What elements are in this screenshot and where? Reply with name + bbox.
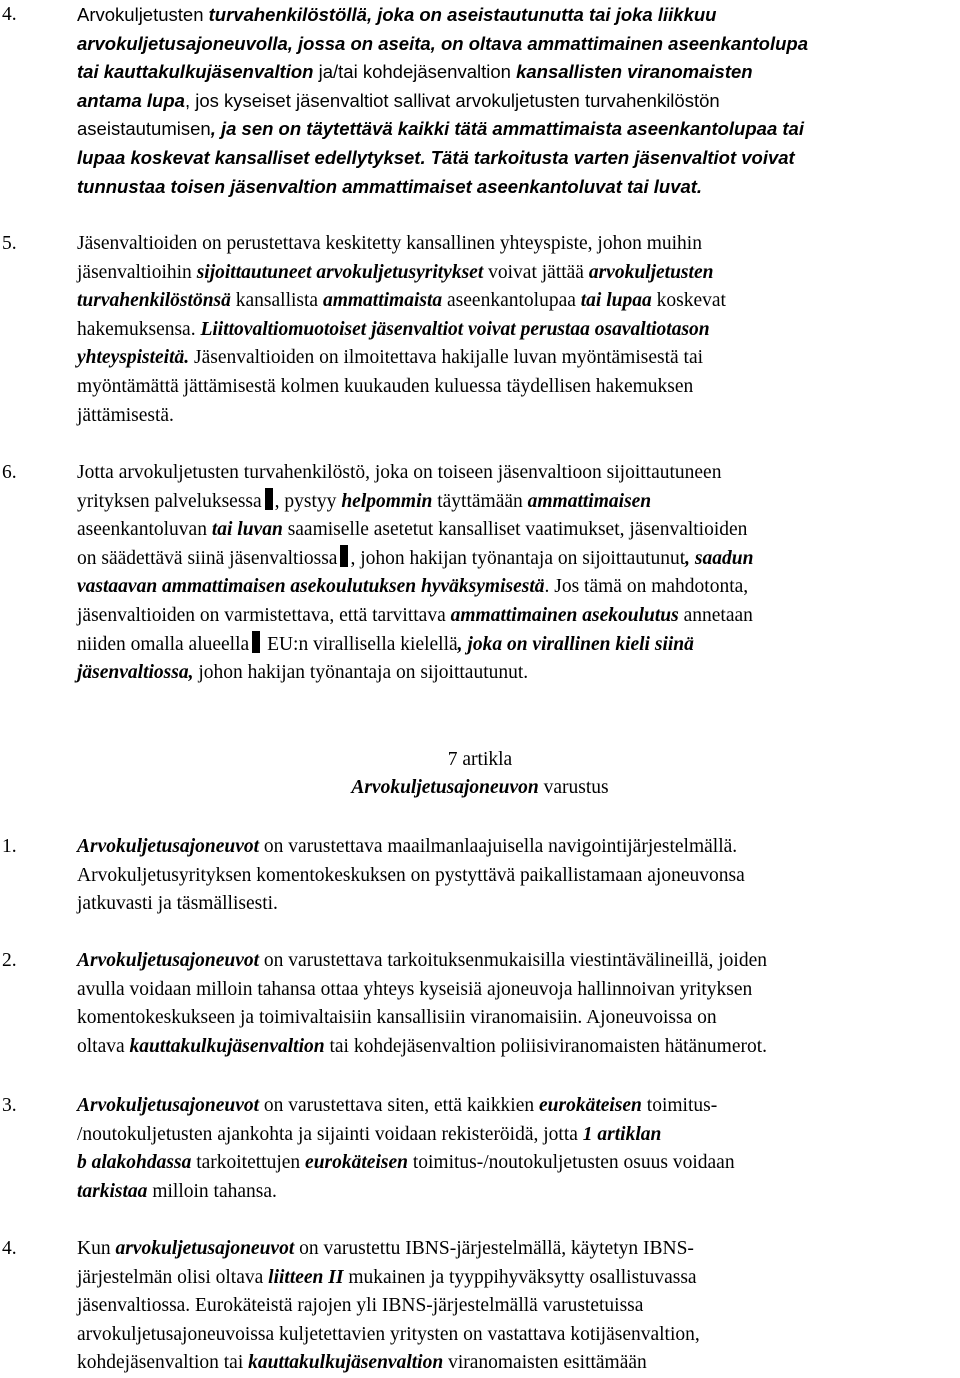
article-number: 7 artikla <box>447 749 513 770</box>
text-run: aseenkantolupaa <box>442 290 581 312</box>
text-line <box>77 1092 957 1121</box>
text-line <box>77 230 957 259</box>
text-run: EU:n virallisella kielellä <box>262 633 458 655</box>
text-run: on säädettävä siinä jäsenvaltiossa <box>77 547 338 569</box>
text-line <box>77 402 957 431</box>
text-run: järjestelmän olisi oltava <box>77 1266 269 1288</box>
emphasis-text: arvokuljetusten <box>588 261 714 283</box>
emphasis-text: liitteen II <box>268 1266 344 1288</box>
text-run: yrityksen palveluksessa <box>77 490 262 512</box>
article-title <box>0 774 960 803</box>
text-line <box>77 516 957 545</box>
paragraph-number: 5. <box>2 233 17 254</box>
emphasis-text: tarkistaa <box>77 1180 148 1202</box>
text-line <box>77 316 957 345</box>
text-run: Kun <box>77 1238 116 1259</box>
text-run: saamiselle asetetut kansalliset vaatimukset, jäsenvaltioiden <box>282 519 748 541</box>
text-run: , pystyy <box>274 490 342 512</box>
text-line <box>77 1321 957 1350</box>
paragraph-number: 2. <box>2 950 17 971</box>
emphasis-text: Arvokuljetusajoneuvot <box>77 950 260 971</box>
paragraph-text <box>77 947 957 1061</box>
text-line <box>77 833 957 862</box>
text-line <box>77 947 957 976</box>
emphasis-text: kauttakulkujäsenvaltion <box>248 1352 444 1374</box>
text-run: ja/tai kohdejäsenvaltion <box>318 61 517 83</box>
text-run: hakemuksensa. <box>77 318 201 340</box>
paragraph-number: 4. <box>2 4 17 25</box>
text-run: aseenkantoluvan <box>77 519 212 541</box>
emphasis-text: turvahenkilöstöllä, joka on aseistautunutta tai joka liikkuu <box>208 4 717 25</box>
text-run: jäsenvaltioiden on varmistettava, että tarvittava <box>77 604 451 626</box>
text-run: täyttämään <box>432 490 528 512</box>
emphasis-text: eurokäteisen <box>538 1095 642 1116</box>
emphasis-text: kauttakulkujäsenvaltion <box>129 1035 325 1057</box>
text-run: on varustettava maailmanlaajuisella navigointijärjestelmällä. <box>259 836 738 857</box>
text-line <box>77 1264 957 1293</box>
text-line <box>77 890 957 919</box>
text-line <box>77 1349 957 1378</box>
change-marker <box>340 545 348 567</box>
emphasis-text: yhteyspisteitä. <box>77 347 190 369</box>
text-line <box>77 373 957 402</box>
text-run: viranomaisten esittämään <box>443 1352 647 1374</box>
emphasis-text: Arvokuljetusajoneuvot <box>77 1095 260 1116</box>
emphasis-text: tai kauttakulkujäsenvaltion <box>77 61 319 83</box>
text-run: johon hakijan työnantaja on sijoittautunut. <box>193 662 529 684</box>
text-line <box>77 115 957 144</box>
text-line <box>77 862 957 891</box>
text-line <box>77 573 957 602</box>
text-run: Arvokuljetusten <box>77 4 209 25</box>
text-run: jatkuvasti ja täsmällisesti. <box>77 893 278 915</box>
emphasis-text: 1 artiklan <box>582 1123 662 1145</box>
emphasis-text: Liittovaltiomuotoiset jäsenvaltiot voivat perustaa osavaltiotason <box>200 318 710 340</box>
text-run: kansallista <box>230 290 323 312</box>
emphasis-text: helpommin <box>341 490 433 512</box>
emphasis-text: vastaavan ammattimaisen asekoulutuksen hyväksymisestä <box>77 576 545 598</box>
text-line <box>77 488 957 517</box>
text-run: toimitus-/noutokuljetusten osuus voidaan <box>407 1152 735 1174</box>
change-marker <box>265 488 273 510</box>
text-run: niiden omalla alueella <box>77 633 250 655</box>
emphasis-text: sijoittautuneet arvokuljetusyritykset <box>196 261 484 283</box>
emphasis-text: kansallisten viranomaisten <box>516 61 753 83</box>
text-line <box>77 58 957 87</box>
emphasis-text: ammattimaisen <box>527 490 652 512</box>
text-line <box>77 173 957 202</box>
text-run: toimitus- <box>641 1095 718 1116</box>
article-title-bold: Arvokuljetusajoneuvon <box>351 777 539 798</box>
emphasis-text: arvokuljetusajoneuvot <box>115 1238 295 1259</box>
text-line <box>77 459 957 488</box>
text-run: aseistautumisen <box>77 118 211 140</box>
text-run: Arvokuljetusyrityksen komentokeskuksen on pystyttävä paikallistamaan ajoneuvonsa <box>77 864 745 886</box>
text-line <box>77 30 957 59</box>
text-line <box>77 144 957 173</box>
text-line <box>77 631 957 660</box>
emphasis-text: , joka on virallinen kieli siinä <box>457 633 694 655</box>
text-run: , jos kyseiset jäsenvaltiot sallivat arvokuljetusten turvahenkilöstön <box>184 89 720 111</box>
text-line <box>77 1033 957 1062</box>
text-run: on varustettava siten, että kaikkien <box>259 1095 539 1116</box>
text-line <box>77 259 957 288</box>
emphasis-text: eurokäteisen <box>305 1152 408 1174</box>
paragraph-text <box>77 230 957 430</box>
emphasis-text: b alakohdassa <box>77 1152 192 1174</box>
text-run: kohdejäsenvaltion tai <box>77 1352 249 1374</box>
emphasis-text: lupaa koskevat kansalliset edellytykset. Tätä tarkoitusta varten jäsenvaltiot voivat <box>77 146 795 168</box>
text-line <box>77 1121 957 1150</box>
text-run: Jotta arvokuljetusten turvahenkilöstö, joka on toiseen jäsenvaltioon sijoittautuneen <box>77 462 722 483</box>
text-run: on varustettu IBNS-järjestelmällä, käytetyn IBNS- <box>294 1238 694 1259</box>
emphasis-text: tunnustaa toisen jäsenvaltion ammattimaiset aseenkantoluvat tai luvat. <box>77 175 703 197</box>
text-line <box>77 1149 957 1178</box>
text-line <box>77 87 957 116</box>
emphasis-text: , saadun <box>685 547 754 569</box>
text-run: voivat jättää <box>483 261 589 283</box>
paragraph-text <box>77 459 957 688</box>
text-run: tarkoitettujen <box>191 1152 306 1174</box>
text-run: /noutokuljetusten ajankohta ja sijainti voidaan rekisteröidä, jotta <box>77 1123 583 1145</box>
text-line <box>77 1 957 30</box>
text-run: mukainen ja tyyppihyväksytty osallistuvassa <box>343 1266 697 1288</box>
change-marker <box>252 631 260 653</box>
text-run: oltava <box>77 1035 130 1057</box>
emphasis-text: ammattimaista <box>322 290 443 312</box>
text-run: Jäsenvaltioiden on ilmoitettava hakijalle luvan myöntämisestä tai <box>189 347 704 369</box>
text-run: avulla voidaan milloin tahansa ottaa yhteys kyseisiä ajoneuvoja hallinnoivan yrityksen <box>77 978 753 1000</box>
paragraph-text <box>77 1235 957 1378</box>
text-run: tai kohdejäsenvaltion poliisiviranomaisten hätänumerot. <box>324 1035 768 1057</box>
text-run: annetaan <box>678 604 753 626</box>
text-run: jäsenvaltiossa. Eurokäteistä rajojen yli IBNS-järjestelmällä varustetuissa <box>77 1295 644 1317</box>
text-line <box>77 976 957 1005</box>
emphasis-text: ammattimainen asekoulutus <box>450 604 679 626</box>
paragraph-number: 6. <box>2 462 17 483</box>
text-line <box>77 545 957 574</box>
text-run: myöntämättä jättämisestä kolmen kuukauden kuluessa täydellisen hakemuksen <box>77 375 694 397</box>
emphasis-text: tai lupaa <box>580 290 652 312</box>
paragraph-number: 4. <box>2 1238 17 1259</box>
text-line <box>77 1004 957 1033</box>
text-run: jättämisestä. <box>77 404 174 426</box>
text-line <box>77 602 957 631</box>
paragraph-text <box>77 1 957 201</box>
text-run: on varustettava tarkoituksenmukaisilla viestintävälineillä, joiden <box>259 950 767 971</box>
text-run: koskevat <box>651 290 726 312</box>
text-line <box>77 1235 957 1264</box>
emphasis-text: jäsenvaltiossa, <box>77 662 194 684</box>
emphasis-text: Arvokuljetusajoneuvot <box>77 836 260 857</box>
emphasis-text: , ja sen on täytettävä kaikki tätä ammattimaista aseenkantolupaa tai <box>210 118 804 140</box>
paragraph-text <box>77 1092 957 1206</box>
emphasis-text: arvokuljetusajoneuvolla, jossa on aseita, on oltava ammattimainen aseenkantolupa <box>77 32 808 54</box>
text-line <box>77 659 957 688</box>
paragraph-text <box>77 833 957 919</box>
text-run: milloin tahansa. <box>147 1180 277 1202</box>
text-line <box>77 1178 957 1207</box>
emphasis-text: tai luvan <box>211 519 283 541</box>
emphasis-text: turvahenkilöstönsä <box>77 290 231 312</box>
paragraph-number: 1. <box>2 836 17 857</box>
text-line <box>77 344 957 373</box>
text-run: arvokuljetusajoneuvoissa kuljetettavien yritysten on vastattava kotijäsenvaltion, <box>77 1323 700 1345</box>
text-run: , johon hakijan työnantaja on sijoittautunut <box>350 547 686 569</box>
paragraph-number: 3. <box>2 1095 17 1116</box>
text-line <box>77 287 957 316</box>
text-run: komentokeskukseen ja toimivaltaisiin kansallisiin viranomaisiin. Ajoneuvoissa on <box>77 1007 717 1029</box>
text-line <box>77 1292 957 1321</box>
article-title-rest: varustus <box>538 777 609 798</box>
text-run: . Jos tämä on mahdotonta, <box>544 576 749 598</box>
emphasis-text: antama lupa <box>77 89 185 111</box>
text-run: jäsenvaltioihin <box>77 261 197 283</box>
text-run: Jäsenvaltioiden on perustettava keskitetty kansallinen yhteyspiste, johon muihin <box>77 233 702 254</box>
